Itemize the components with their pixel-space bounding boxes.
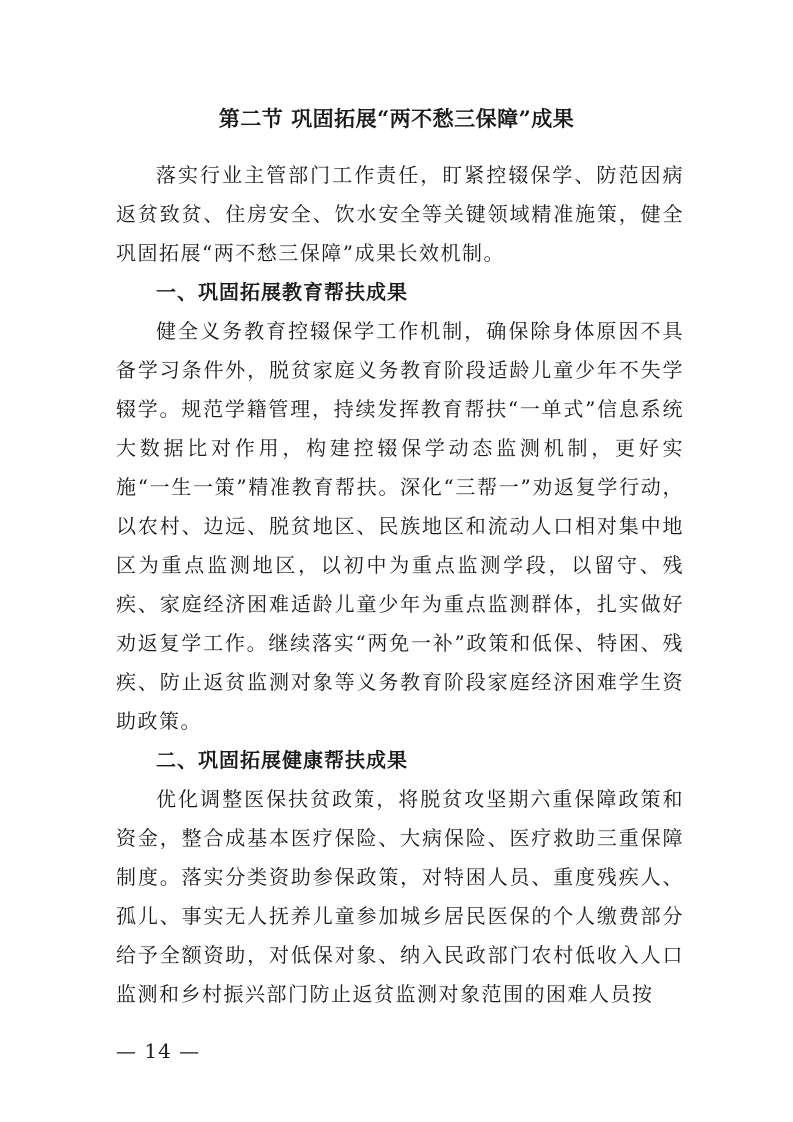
body-text — [116, 156, 684, 1014]
intro-paragraph: 落实行业主管部门工作责任，盯紧控辍保学、防范因病返贫致贫、住房安全、饮水安全等关键领域精准施策，健全巩固拓展“两不愁三保障”成果长效机制。 — [116, 163, 684, 265]
health-paragraph: 优化调整医保扶贫政策，将脱贫攻坚期六重保障政策和资金，整合成基本医疗保险、大病保险、医疗救助三重保障制度。落实分类资助参保政策，对特困人员、重度残疾人、孤儿、事实无人抚养儿童参加城乡居民医保的个人缴费部分给予全额资助，对低保对象、纳入民政部门农村低收入人口监测和乡村振兴部门防止返贫监测对象范围的困难人员按 — [116, 787, 684, 1006]
page-number: — 14 — — [116, 1039, 201, 1063]
education-paragraph: 健全义务教育控辍保学工作机制，确保除身体原因不具备学习条件外，脱贫家庭义务教育阶段适龄儿童少年不失学辍学。规范学籍管理，持续发挥教育帮扶“一单式”信息系统大数据比对作用，构建控辍保学动态监测机制，更好实施“一生一策”精准教育帮扶。深化“三帮一”劝返复学行动，以农村、边远、脱贫地区、民族地区和流动人口相对集中地区为重点监测地区，以初中为重点监测学段，以留守、残疾、家庭经济困难适龄儿童少年为重点监测群体，扎实做好劝返复学工作。继续落实“两免一补”政策和低保、特困、残疾、防止返贫监测对象等义务教育阶段家庭经济困难学生资助政策。 — [116, 319, 684, 733]
heading-education: 一、巩固拓展教育帮扶成果 — [156, 280, 408, 304]
section-title: 第二节 巩固拓展“两不愁三保障”成果 — [218, 106, 575, 131]
heading-health: 二、巩固拓展健康帮扶成果 — [156, 748, 408, 772]
